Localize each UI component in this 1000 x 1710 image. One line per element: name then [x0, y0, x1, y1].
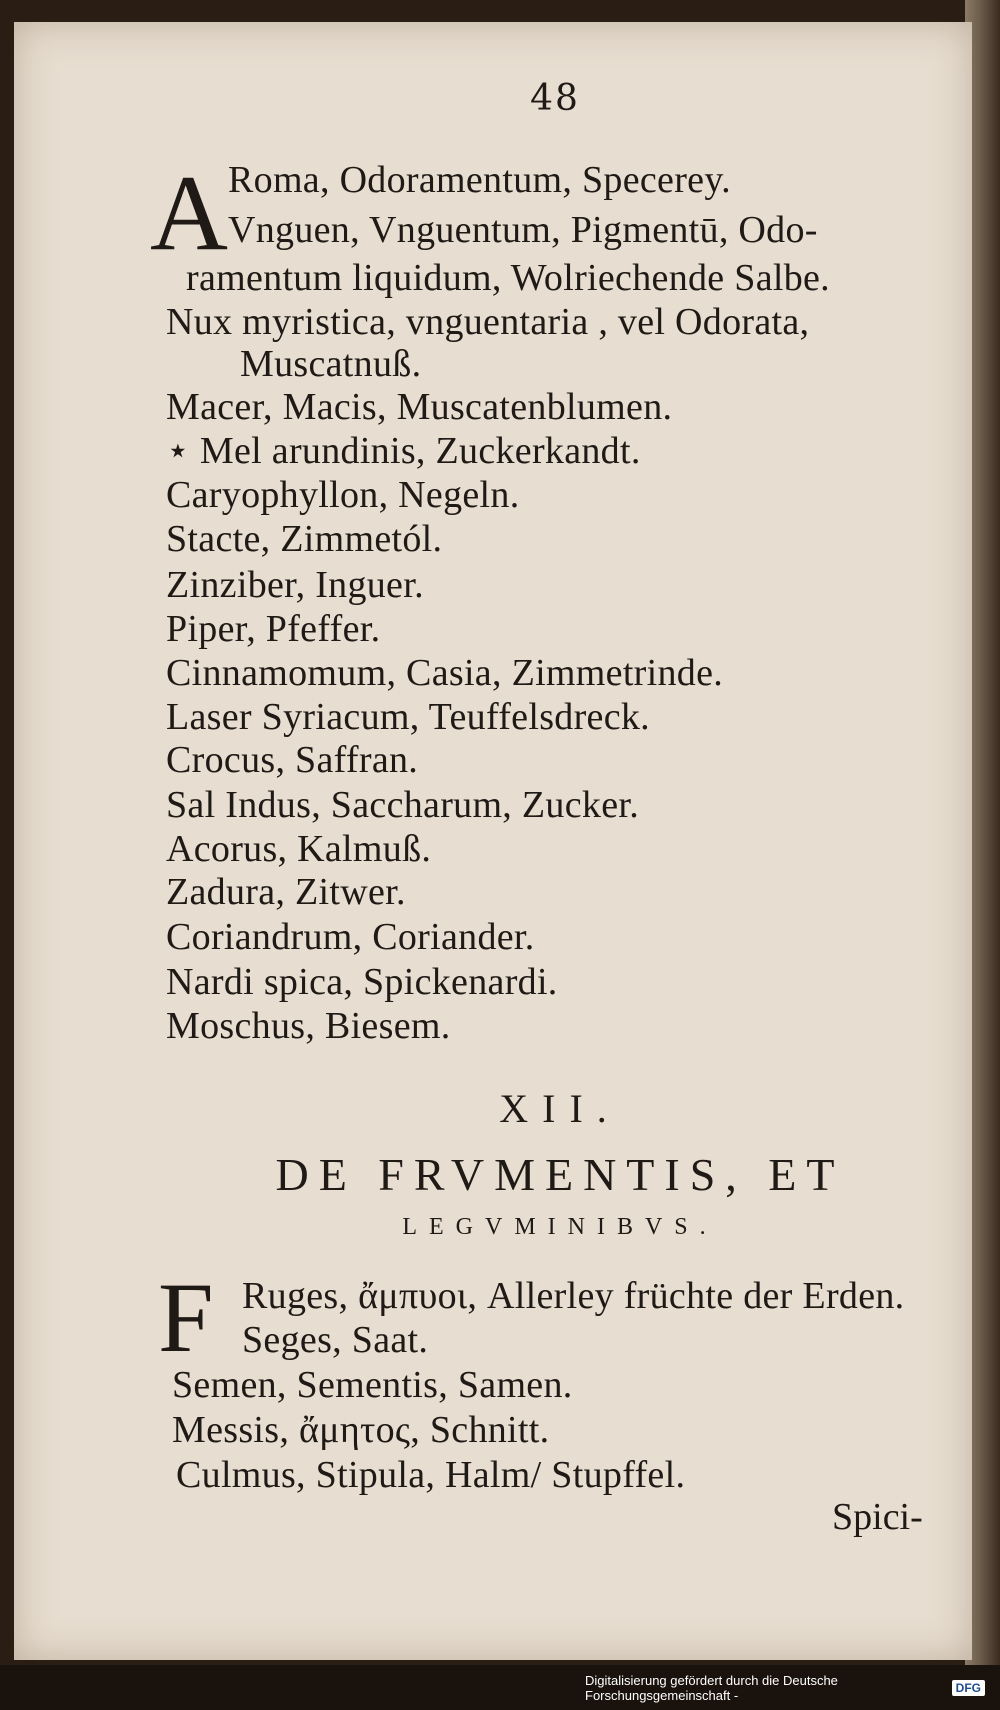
entry-line: ⋆ Mel arundinis, Zuckerkandt.	[166, 430, 641, 472]
entry-line: Vnguen, Vnguentum, Pigmentū, Odo-	[228, 209, 818, 251]
entry-line: Coriandrum, Coriander.	[166, 916, 535, 958]
entry-line: Semen, Sementis, Samen.	[172, 1364, 573, 1406]
entry-line: Culmus, Stipula, Halm/ Stupffel.	[176, 1454, 686, 1496]
entry-line: Sal Indus, Saccharum, Zucker.	[166, 784, 640, 826]
footer-credit: Digitalisierung gefördert durch die Deutsche Forschungsgemeinschaft -	[585, 1673, 838, 1703]
entry-line: Ruges, ἄμπυοι, Allerley früchte der Erden.	[242, 1275, 905, 1317]
entry-line: Acorus, Kalmuß.	[166, 828, 432, 870]
drop-cap-f: F	[158, 1262, 214, 1373]
entry-line: Laser Syriacum, Teuffelsdreck.	[166, 696, 650, 738]
entry-line: Cinnamomum, Casia, Zimmetrinde.	[166, 652, 724, 694]
entry-line: Moschus, Biesem.	[166, 1005, 451, 1047]
digitization-footer	[585, 1673, 985, 1703]
entry-line: Crocus, Saffran.	[166, 739, 419, 781]
entry-line: Piper, Pfeffer.	[166, 608, 381, 650]
entry-line: Nux myristica, vnguentaria , vel Odorata,	[166, 301, 810, 343]
drop-cap-a: A	[150, 154, 228, 273]
entry-line: Zadura, Zitwer.	[166, 871, 406, 913]
chapter-subtitle: LEGVMINIBVS.	[402, 1214, 718, 1240]
chapter-title: DE FRVMENTIS, ET	[275, 1149, 845, 1200]
dfg-logo: DFG	[952, 1680, 985, 1696]
entry-line: ramentum liquidum, Wolriechende Salbe.	[186, 257, 830, 299]
chapter-number: XII.	[499, 1086, 621, 1131]
entry-line: Caryophyllon, Negeln.	[166, 474, 520, 516]
entry-line: Seges, Saat.	[242, 1319, 429, 1361]
entry-line: Muscatnuß.	[240, 343, 422, 385]
entry-line: Roma, Odoramentum, Specerey.	[228, 159, 731, 201]
entry-line: Messis, ἄμητος, Schnitt.	[172, 1409, 550, 1451]
entry-line: Zinziber, Inguer.	[166, 564, 424, 606]
page-number: 48	[530, 78, 580, 119]
entry-line: Nardi spica, Spickenardi.	[166, 961, 558, 1003]
catchword: Spici-	[832, 1496, 923, 1538]
entry-line: Stacte, Zimmetól.	[166, 518, 443, 560]
entry-line: Macer, Macis, Muscatenblumen.	[166, 386, 673, 428]
